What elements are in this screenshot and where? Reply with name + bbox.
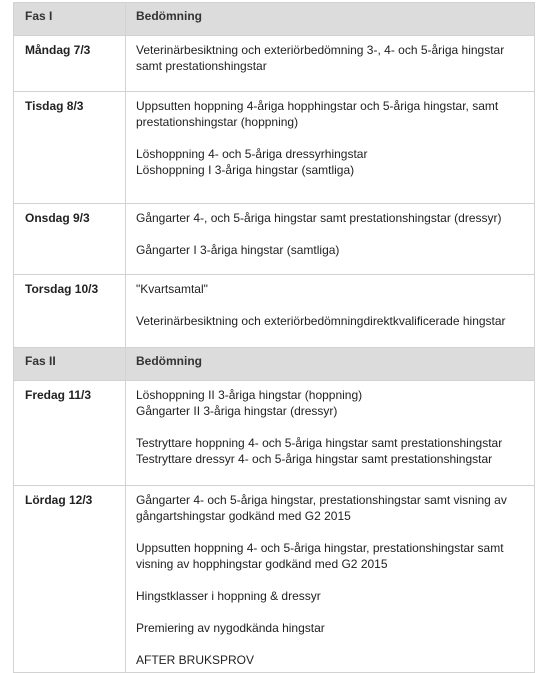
phase-label: Fas II <box>14 348 126 381</box>
schedule-row <box>14 381 535 486</box>
activity-line: Gångarter I 3-åriga hingstar (samtliga) <box>136 243 340 257</box>
activity-line: "Kvartsamtal" <box>136 282 208 296</box>
schedule-row <box>14 36 535 92</box>
phase-header-row <box>14 3 535 36</box>
activity-cell <box>126 381 535 486</box>
activity-line: Löshoppning II 3-åriga hingstar (hoppning) <box>136 388 363 402</box>
activity-line: Gångarter 4- och 5-åriga hingstar, prestationshingstar samt visning av <box>136 493 507 507</box>
phase-header-row <box>14 348 535 381</box>
activity-paragraph <box>136 387 524 419</box>
activity-paragraph <box>136 313 524 329</box>
schedule-row <box>14 92 535 204</box>
activity-line: Veterinärbesiktning och exteriörbedömning 3-, 4- och 5-åriga hingstar <box>136 43 505 57</box>
day-cell: Lördag 12/3 <box>14 486 126 673</box>
activity-line: gångartshingstar godkänd med G2 2015 <box>136 509 351 523</box>
day-cell: Onsdag 9/3 <box>14 204 126 275</box>
assessment-header: Bedömning <box>126 3 535 36</box>
schedule-row <box>14 275 535 348</box>
schedule-table <box>13 2 535 673</box>
activity-paragraph <box>136 492 524 524</box>
activity-paragraph <box>136 98 524 130</box>
schedule-row <box>14 486 535 673</box>
activity-line: Premiering av nygodkända hingstar <box>136 621 325 635</box>
activity-paragraph <box>136 588 524 604</box>
activity-line: samt prestationshingstar <box>136 59 267 73</box>
activity-paragraph <box>136 435 524 467</box>
day-cell: Måndag 7/3 <box>14 36 126 92</box>
activity-paragraph <box>136 620 524 636</box>
activity-line: Löshoppning 4- och 5-åriga dressyrhingstar <box>136 147 368 161</box>
activity-line: Testryttare dressyr 4- och 5-åriga hingstar samt prestationshingstar <box>136 452 493 466</box>
day-cell: Torsdag 10/3 <box>14 275 126 348</box>
activity-line: Testryttare hoppning 4- och 5-åriga hingstar samt prestationshingstar <box>136 436 503 450</box>
activity-line: Gångarter II 3-åriga hingstar (dressyr) <box>136 404 338 418</box>
activity-line: prestationshingstar (hoppning) <box>136 115 299 129</box>
activity-line: Veterinärbesiktning och exteriörbedömningdirektkvalificerade hingstar <box>136 314 506 328</box>
activity-paragraph <box>136 42 524 74</box>
schedule-body <box>14 3 535 673</box>
activity-line: Löshoppning I 3-åriga hingstar (samtliga) <box>136 163 355 177</box>
activity-line: visning av hopphingstar godkänd med G2 2015 <box>136 557 388 571</box>
activity-line: Gångarter 4-, och 5-åriga hingstar samt prestationshingstar (dressyr) <box>136 211 502 225</box>
activity-paragraph <box>136 146 524 178</box>
activity-paragraph <box>136 540 524 572</box>
activity-line: Uppsutten hoppning 4-åriga hopphingstar och 5-åriga hingstar, samt <box>136 99 499 113</box>
activity-paragraph <box>136 281 524 297</box>
activity-cell <box>126 36 535 92</box>
activity-cell <box>126 486 535 673</box>
activity-line: Uppsutten hoppning 4- och 5-åriga hingstar, prestationshingstar samt <box>136 541 504 555</box>
assessment-header: Bedömning <box>126 348 535 381</box>
activity-paragraph <box>136 210 524 226</box>
activity-line: AFTER BRUKSPROV <box>136 653 255 667</box>
activity-cell <box>126 275 535 348</box>
day-cell: Tisdag 8/3 <box>14 92 126 204</box>
phase-label: Fas I <box>14 3 126 36</box>
activity-line: Hingstklasser i hoppning & dressyr <box>136 589 321 603</box>
activity-paragraph <box>136 242 524 258</box>
activity-cell <box>126 204 535 275</box>
schedule-row <box>14 204 535 275</box>
day-cell: Fredag 11/3 <box>14 381 126 486</box>
activity-cell <box>126 92 535 204</box>
